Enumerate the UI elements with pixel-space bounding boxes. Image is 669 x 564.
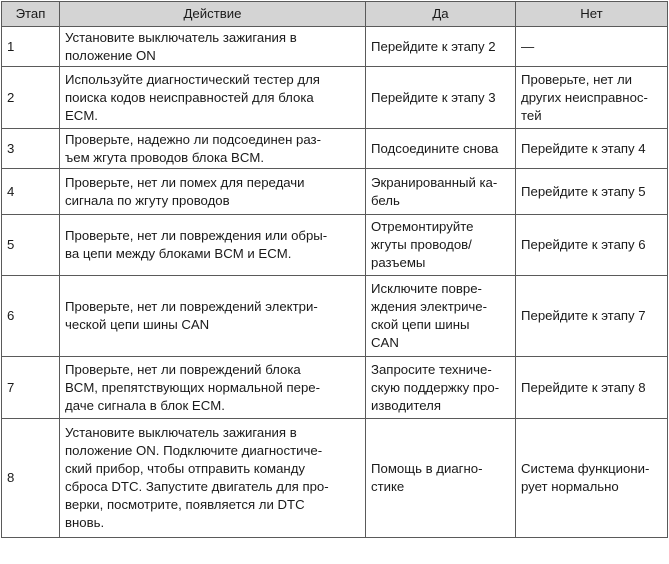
table-row: [2, 276, 668, 357]
no-cell: [516, 129, 668, 169]
yes-cell: [366, 357, 516, 419]
step-cell: [2, 67, 60, 129]
no-text: Перейдите к этапу 5: [521, 183, 646, 199]
table-row: [2, 357, 668, 419]
yes-text: Перейдите к этапу 3: [371, 89, 496, 105]
yes-text: Запросите техниче- скую поддержку про- изводителя: [371, 361, 500, 413]
table-row: [2, 169, 668, 215]
step-cell: [2, 419, 60, 538]
action-text: Проверьте, нет ли повреждения или обры- ва цепи между блоками BCM и ECM.: [65, 228, 328, 261]
yes-text: Исключите повре- ждения электриче- ской цепи шины CAN: [371, 281, 488, 350]
step-number: 6: [7, 308, 15, 323]
no-text: Перейдите к этапу 4: [521, 140, 646, 156]
step-number: 5: [7, 237, 15, 252]
table-row: [2, 215, 668, 276]
table-row: [2, 27, 668, 67]
step-cell: [2, 215, 60, 276]
step-number: 2: [7, 89, 15, 105]
no-cell: [516, 27, 668, 67]
table-row: [2, 419, 668, 538]
yes-text: Помощь в диагно- стике: [371, 461, 483, 494]
table-header-row: [2, 2, 668, 27]
yes-text: Подсоедините снова: [371, 140, 499, 156]
table-row: [2, 67, 668, 129]
action-text: Установите выключатель зажигания в положение ON: [65, 29, 297, 63]
no-text: —: [521, 38, 535, 54]
action-cell: [60, 357, 366, 419]
action-cell: [60, 169, 366, 215]
yes-text: Перейдите к этапу 2: [371, 38, 496, 54]
action-text: Установите выключатель зажигания в положение ON. Подключите диагностиче- ский прибор, чтобы отправить команду сброса DTC. Запустите двигатель для про- верки, посмотрите, появляется ли DTC вновь.: [65, 425, 329, 530]
step-number: 7: [7, 379, 15, 395]
step-number: 4: [7, 183, 15, 199]
step-number: 8: [7, 470, 15, 485]
yes-cell: [366, 276, 516, 357]
no-cell: [516, 357, 668, 419]
no-text: Перейдите к этапу 8: [521, 379, 646, 395]
action-cell: [60, 27, 366, 67]
action-cell: [60, 67, 366, 129]
table-row: [2, 129, 668, 169]
action-cell: [60, 215, 366, 276]
no-cell: [516, 215, 668, 276]
yes-cell: [366, 419, 516, 538]
no-cell: [516, 419, 668, 538]
action-cell: [60, 129, 366, 169]
step-number: 1: [7, 38, 15, 54]
no-text: Перейдите к этапу 7: [521, 308, 646, 323]
no-text: Перейдите к этапу 6: [521, 237, 646, 252]
no-text: Проверьте, нет ли других неисправнос- тей: [521, 71, 648, 123]
step-cell: [2, 27, 60, 67]
yes-cell: [366, 67, 516, 129]
yes-text: Экранированный ка- бель: [371, 174, 498, 208]
action-cell: [60, 276, 366, 357]
no-cell: [516, 169, 668, 215]
no-cell: [516, 67, 668, 129]
action-cell: [60, 419, 366, 538]
action-text: Проверьте, нет ли повреждений блока BCM, препятствующих нормальной пере- даче сигнала в блок ECM.: [65, 361, 321, 413]
yes-cell: [366, 129, 516, 169]
step-cell: [2, 169, 60, 215]
yes-text: Отремонтируйте жгуты проводов/ разъемы: [371, 219, 474, 270]
step-cell: [2, 357, 60, 419]
header-no: Нет: [516, 2, 668, 27]
action-text: Проверьте, нет ли помех для передачи сигнала по жгуту проводов: [65, 174, 305, 208]
step-cell: [2, 129, 60, 169]
step-cell: [2, 276, 60, 357]
header-step: Этап: [2, 2, 60, 27]
no-text: Система функциони- рует нормально: [521, 461, 650, 494]
action-text: Проверьте, нет ли повреждений электри- ческой цепи шины CAN: [65, 299, 318, 332]
header-yes: Да: [366, 2, 516, 27]
yes-cell: [366, 215, 516, 276]
header-action: Действие: [60, 2, 366, 27]
no-cell: [516, 276, 668, 357]
action-text: Используйте диагностический тестер для поиска кодов неисправностей для блока ECM.: [65, 71, 320, 123]
yes-cell: [366, 27, 516, 67]
action-text: Проверьте, надежно ли подсоединен раз- ъем жгута проводов блока BCM.: [65, 131, 321, 165]
yes-cell: [366, 169, 516, 215]
step-number: 3: [7, 140, 15, 156]
diagnostic-table: [1, 1, 668, 538]
